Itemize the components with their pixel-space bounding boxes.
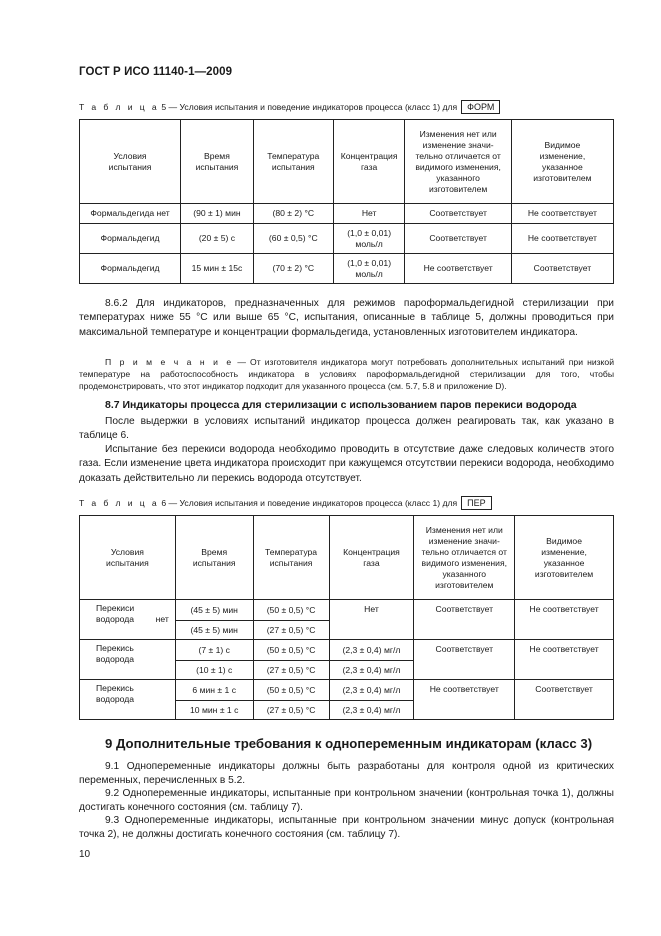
table-cell: Соответствует xyxy=(405,204,511,224)
standard-header: ГОСТ Р ИСО 11140-1—2009 xyxy=(79,66,233,78)
section-heading-8-7: 8.7 Индикаторы процесса для стерилизации с использованием паров перекиси водорода xyxy=(105,399,577,411)
table-cell: (27 ± 0,5) °С xyxy=(253,661,329,680)
table-cell: (60 ± 0,5) °С xyxy=(253,224,333,254)
table6-header-cell: Температура испытания xyxy=(253,516,329,600)
table6-caption-prefix: Т а б л и ц а xyxy=(79,498,159,508)
table-cell: (45 ± 5) мин xyxy=(175,621,253,640)
table-cell: Не соответствует xyxy=(511,204,613,224)
table-row xyxy=(80,204,614,224)
table-cell: (70 ± 2) °С xyxy=(253,254,333,284)
table-cell: Не соответствует xyxy=(515,600,614,640)
table5-caption xyxy=(79,100,500,114)
table-row xyxy=(80,680,614,701)
table-cell: (20 ± 5) с xyxy=(181,224,254,254)
table-cell: 10 мин ± 1 с xyxy=(175,701,253,720)
table-cell: (50 ± 0,5) °С xyxy=(253,640,329,661)
table-cell: (2,3 ± 0,4) мг/л xyxy=(329,701,414,720)
table-cell: Соответствует xyxy=(414,600,515,640)
table6-header-cell: Видимое изменение, указанное изготовителем xyxy=(515,516,614,600)
table5-header-cell: Изменения нет или изменение значи- тельно отличается от видимого изменения, указанного изготовителем xyxy=(405,120,511,204)
table-cell: (2,3 ± 0,4) мг/л xyxy=(329,680,414,701)
table-cell: Перекись водорода xyxy=(80,640,176,680)
table5 xyxy=(79,119,614,284)
table6-caption-box: ПЕР xyxy=(461,496,491,510)
table-cell: (27 ± 0,5) °С xyxy=(253,621,329,640)
table5-caption-box: ФОРМ xyxy=(461,100,500,114)
table-cell: Формальдегид xyxy=(80,224,181,254)
table6 xyxy=(79,515,614,720)
table5-header-cell: Условия испытания xyxy=(80,120,181,204)
table-cell: (1,0 ± 0,01) моль/л xyxy=(333,254,405,284)
note-text: — От изготовителя индикатора могут потребовать дополнительных испытаний при низкой температуре на работоспособность индикатора в условиях пароформальдегидной стерилизации для того, чтобы продемонстрировать, что этот индикатор подходит для указанного процесса (см. 5.7, 5.8 и приложение D). xyxy=(79,357,614,391)
note-prefix: П р и м е ч а н и е xyxy=(105,357,234,367)
table-cell: Формальдегида нет xyxy=(80,204,181,224)
page-number: 10 xyxy=(79,849,91,860)
table-cell: Перекиси водорода нет xyxy=(80,600,176,640)
table6-header-row xyxy=(80,516,614,600)
table5-header-row xyxy=(80,120,614,204)
table-row xyxy=(80,600,614,621)
table-row xyxy=(80,254,614,284)
table5-header-cell: Температура испытания xyxy=(253,120,333,204)
table-cell: Не соответствует xyxy=(511,224,613,254)
table-row xyxy=(80,224,614,254)
table-cell: (50 ± 0,5) °С xyxy=(253,600,329,621)
table6-header-cell: Концентрация газа xyxy=(329,516,414,600)
table-cell: Перекись водорода xyxy=(80,680,176,720)
table5-header-cell: Концентрация газа xyxy=(333,120,405,204)
table-cell: (45 ± 5) мин xyxy=(175,600,253,621)
table-cell: (50 ± 0,5) °С xyxy=(253,680,329,701)
paragraph-9-2: 9.2 Однопеременные индикаторы, испытанные при контрольном значении (контрольная точка 1), должны достигать конечного состояния (см. таблицу 7). xyxy=(79,788,614,814)
table-cell: Соответствует xyxy=(414,640,515,680)
table6-caption xyxy=(79,496,492,510)
section-heading-9: 9 Дополнительные требования к однопеременным индикаторам (класс 3) xyxy=(105,736,593,751)
table-cell: Формальдегид xyxy=(80,254,181,284)
table-cell: Не соответствует xyxy=(515,640,614,680)
table-cell: 15 мин ± 15с xyxy=(181,254,254,284)
table-cell: (80 ± 2) °С xyxy=(253,204,333,224)
table-cell: Соответствует xyxy=(515,680,614,720)
table-cell: (90 ± 1) мин xyxy=(181,204,254,224)
table-row xyxy=(80,640,614,661)
table-cell: (7 ± 1) с xyxy=(175,640,253,661)
paragraph-9-1: 9.1 Однопеременные индикаторы должны быть разработаны для контроля одной из критических переменных, перечисленных в 5.2. xyxy=(79,761,614,787)
paragraph-9-3: 9.3 Однопеременные индикаторы, испытанные при контрольном значении минус допуск (контрольная точка 2), не должны достигать конечного состояния (см. таблицу 7). xyxy=(79,815,614,841)
table6-caption-text: 6 — Условия испытания и поведение индикаторов процесса (класс 1) для xyxy=(159,498,458,508)
table-cell: Нет xyxy=(333,204,405,224)
table-cell: (2,3 ± 0,4) мг/л xyxy=(329,661,414,680)
table6-header-cell: Изменения нет или изменение значи- тельно отличается от видимого изменения, указанного изготовителем xyxy=(414,516,515,600)
table6-header-cell: Время испытания xyxy=(175,516,253,600)
table5-caption-text: 5 — Условия испытания и поведение индикаторов процесса (класс 1) для xyxy=(159,102,458,112)
table5-header-cell: Видимое изменение, указанное изготовителем xyxy=(511,120,613,204)
table-cell: Соответствует xyxy=(405,224,511,254)
table6-header-cell: Условия испытания xyxy=(80,516,176,600)
paragraph-8-7-b: Испытание без перекиси водорода необходимо проводить в отсутствие даже следовых количеств этого газа. Если изменение цвета индикатора происходит при кажущемся отсутствии перекиси водорода, необходимо доказать действительно ли перекись водорода отсутствует. xyxy=(79,444,614,484)
table-cell: 6 мин ± 1 с xyxy=(175,680,253,701)
table-cell: Нет xyxy=(329,600,414,640)
table-cell: (2,3 ± 0,4) мг/л xyxy=(329,640,414,661)
table-cell: (27 ± 0,5) °С xyxy=(253,701,329,720)
note xyxy=(79,356,614,392)
paragraph-8-6-2: 8.6.2 Для индикаторов, предназначенных для режимов пароформальдегидной стерилизации при температурах ниже 55 °С или выше 65 °С, испытания, описанные в таблице 5, должны проводиться при максимальной температуре и концентрации формальдегида, установленных изготовителем индикатора. xyxy=(79,298,614,338)
table-cell: Не соответствует xyxy=(405,254,511,284)
paragraph-8-7-a: После выдержки в условиях испытаний индикатор процесса должен реагировать так, как указано в таблице 6. xyxy=(79,416,614,442)
table5-header-cell: Время испытания xyxy=(181,120,254,204)
table5-caption-prefix: Т а б л и ц а xyxy=(79,102,159,112)
table-cell: (1,0 ± 0,01) моль/л xyxy=(333,224,405,254)
table-cell: Не соответствует xyxy=(414,680,515,720)
table-cell: (10 ± 1) с xyxy=(175,661,253,680)
table-cell: Соответствует xyxy=(511,254,613,284)
